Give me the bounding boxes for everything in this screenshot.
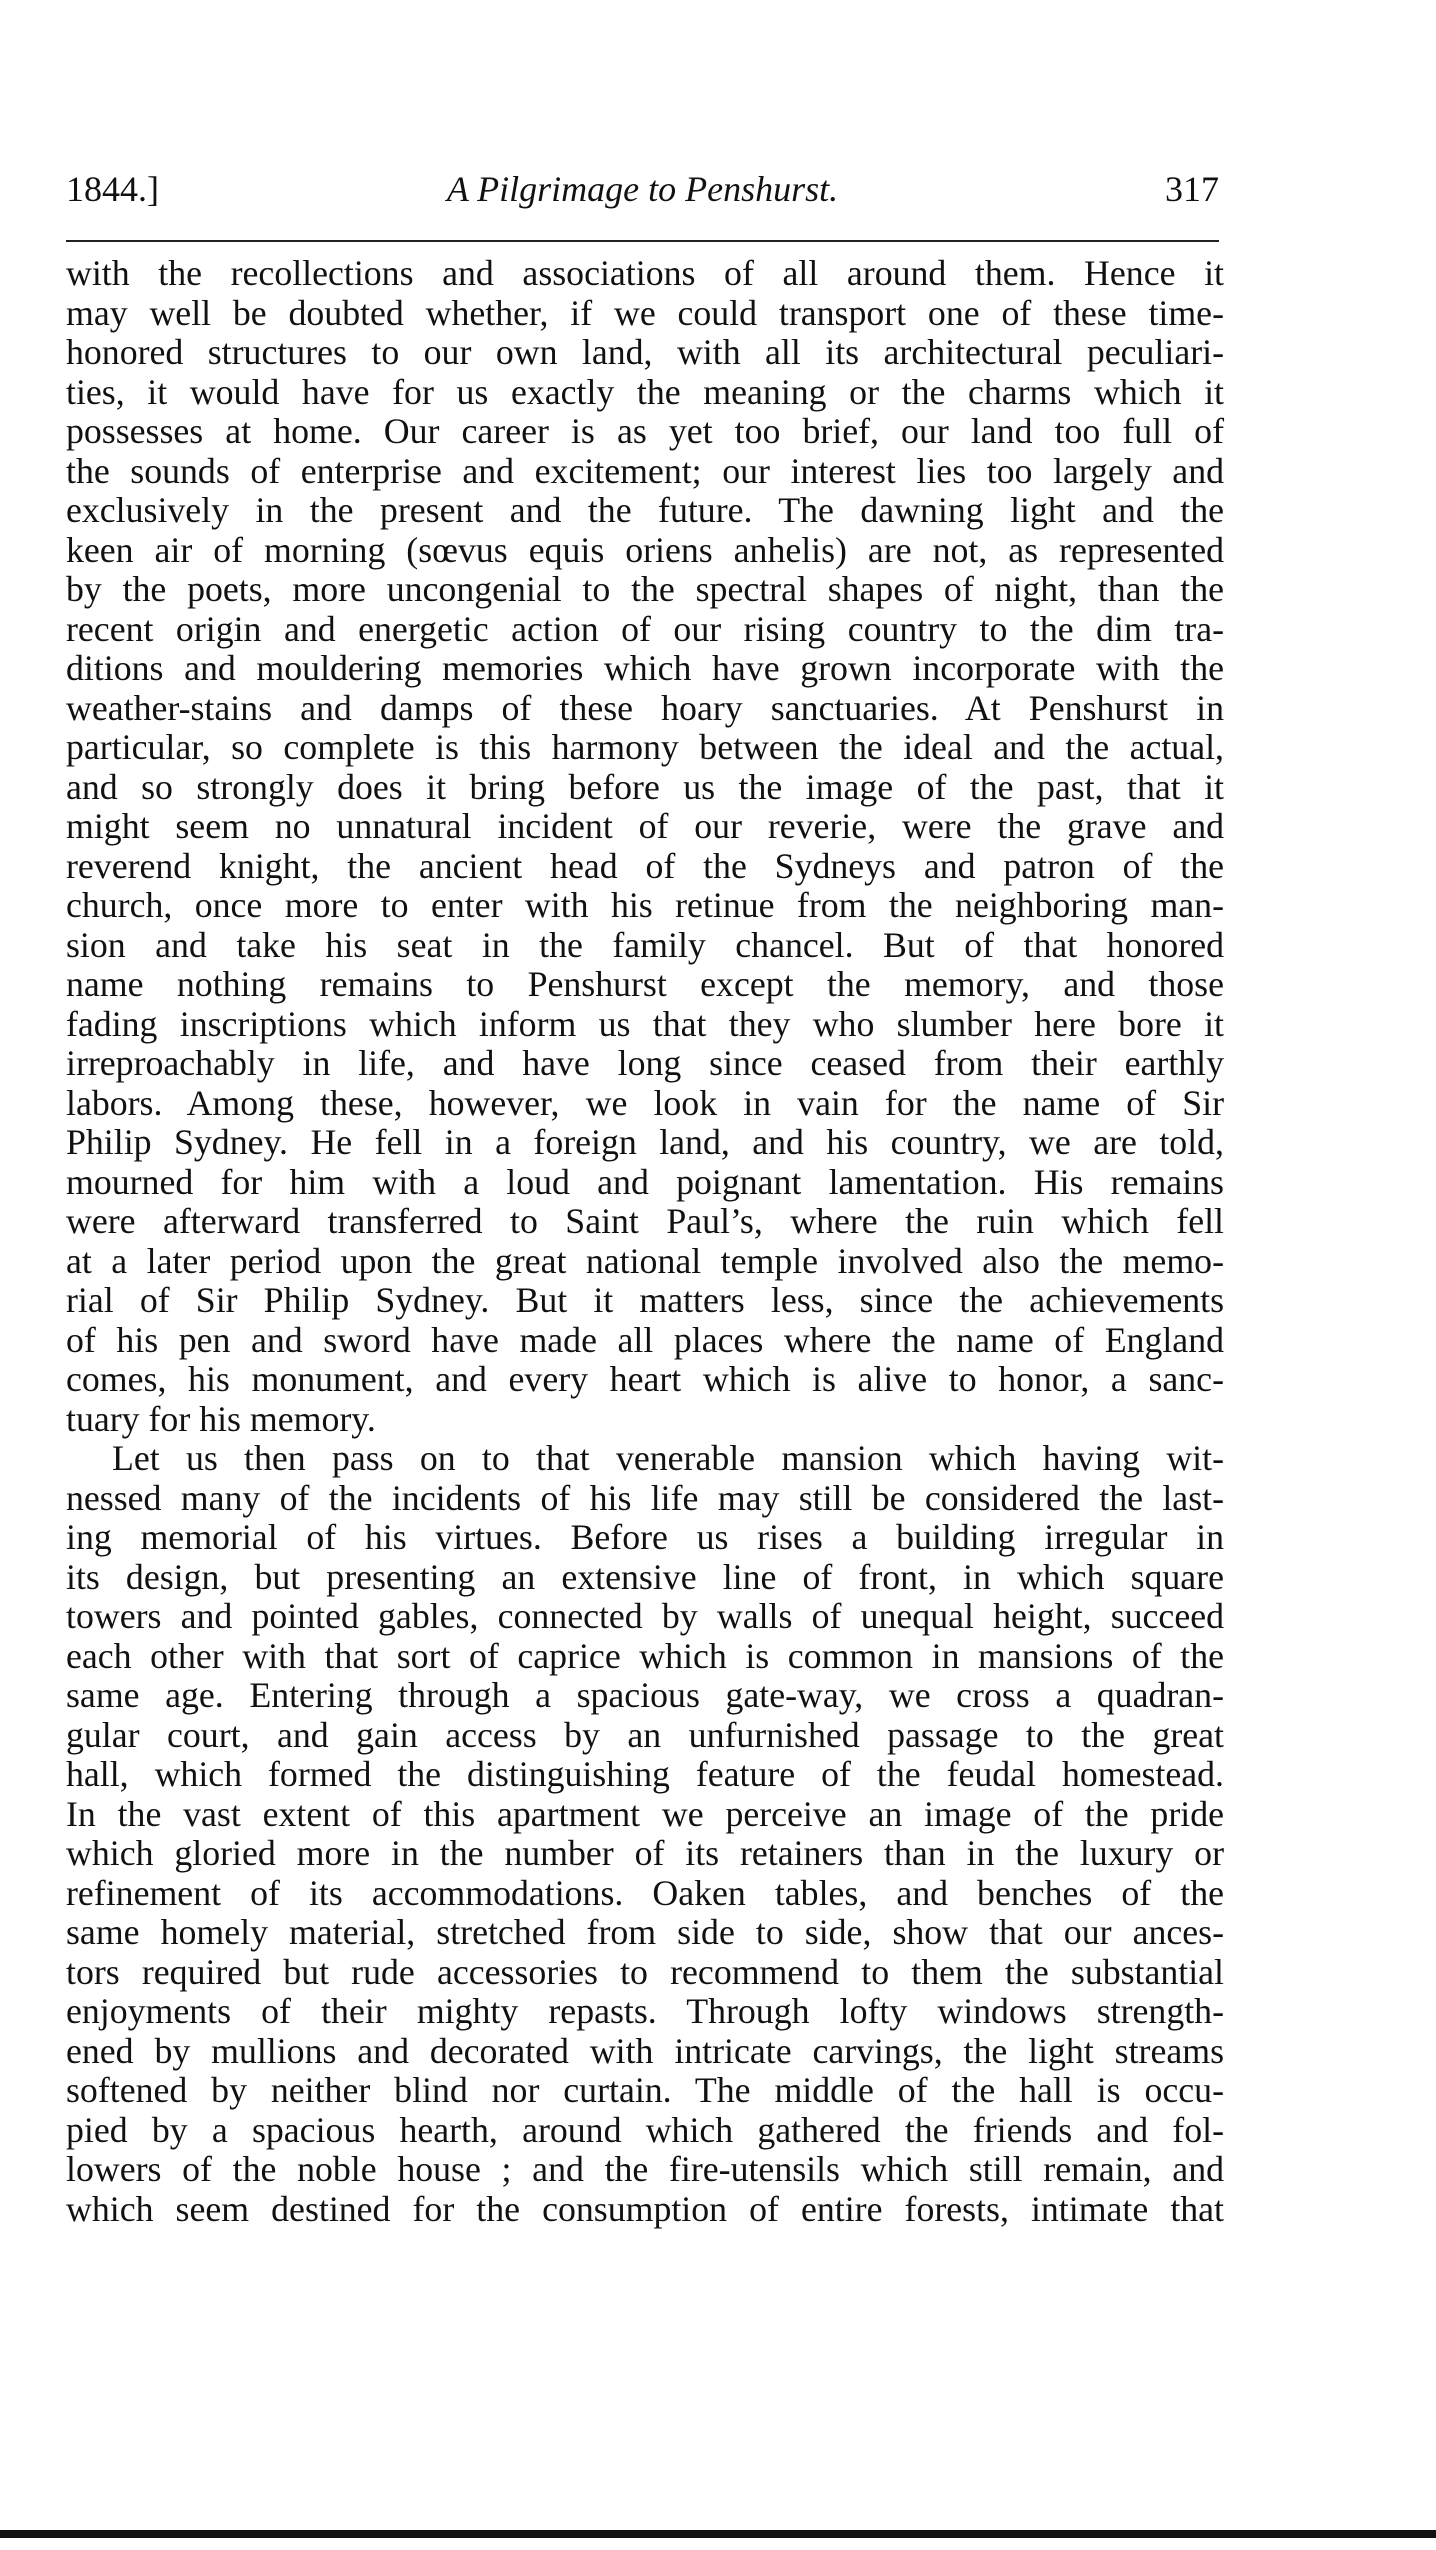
text-line: pied by a spacious hearth, around which gathered the friends and fol-: [66, 2109, 1224, 2150]
text-line: fading inscriptions which inform us that they who slumber here bore it: [66, 1003, 1224, 1044]
text-line: name nothing remains to Penshurst except the memory, and those: [66, 964, 1224, 1004]
text-line: with the recollections and associations of all around them. Hence it: [66, 253, 1224, 293]
text-line: might seem no unnatural incident of our reverie, were the grave and: [66, 806, 1224, 846]
text-line: which seem destined for the consumption of entire forests, intimate that: [66, 2188, 1224, 2229]
page-number: 317: [1165, 169, 1219, 209]
text-line: labors. Among these, however, we look in vain for the name of Sir: [66, 1082, 1224, 1123]
text-line: ing memorial of his virtues. Before us rises a building irregular in: [66, 1517, 1224, 1557]
text-line: irreproachably in life, and have long since ceased from their earthly: [66, 1043, 1224, 1083]
text-line: honored structures to our own land, with all its architectural peculiari-: [66, 332, 1224, 372]
header-rule: [66, 240, 1219, 242]
text-line: the sounds of enterprise and excitement; our interest lies too largely and: [66, 450, 1224, 491]
text-line: church, once more to enter with his retinue from the neighboring man-: [66, 885, 1224, 925]
text-line: were afterward transferred to Saint Paul’s, where the ruin which fell: [66, 1201, 1224, 1241]
text-line: tors required but rude accessories to recommend to them the substantial: [66, 1951, 1224, 1992]
text-line: possesses at home. Our career is as yet too brief, our land too full of: [66, 411, 1224, 451]
text-line: refinement of its accommodations. Oaken tables, and benches of the: [66, 1872, 1224, 1913]
text-line: particular, so complete is this harmony between the ideal and the actual,: [66, 727, 1224, 767]
bottom-rule: [0, 2530, 1436, 2538]
text-line: enjoyments of their mighty repasts. Through lofty windows strength-: [66, 1991, 1224, 2031]
text-line: keen air of morning (sœvus equis oriens anhelis) are not, as represented: [66, 529, 1224, 570]
text-line: weather-stains and damps of these hoary sanctuaries. At Penshurst in: [66, 687, 1224, 728]
text-line: same age. Entering through a spacious gate-way, we cross a quadran-: [66, 1675, 1224, 1715]
text-line: ened by mullions and decorated with intricate carvings, the light streams: [66, 2030, 1224, 2071]
header-year: 1844.]: [66, 169, 159, 209]
text-line: rial of Sir Philip Sydney. But it matters less, since the achievements: [66, 1280, 1224, 1320]
text-line: Philip Sydney. He fell in a foreign land, and his country, we are told,: [66, 1122, 1224, 1162]
text-line: ties, it would have for us exactly the meaning or the charms which it: [66, 371, 1224, 412]
text-line: tuary for his memory.: [66, 1398, 376, 1439]
text-line: ditions and mouldering memories which have grown incorporate with the: [66, 648, 1224, 688]
text-line: Let us then pass on to that venerable mansion which having wit-: [112, 1438, 1224, 1478]
text-line: hall, which formed the distinguishing feature of the feudal homestead.: [66, 1754, 1224, 1794]
text-line: of his pen and sword have made all places where the name of England: [66, 1319, 1224, 1360]
text-line: at a later period upon the great national temple involved also the memo-: [66, 1240, 1224, 1281]
text-line: softened by neither blind nor curtain. The middle of the hall is occu-: [66, 2070, 1224, 2110]
text-line: and so strongly does it bring before us the image of the past, that it: [66, 766, 1224, 807]
text-line: exclusively in the present and the future. The dawning light and the: [66, 490, 1224, 530]
text-line: sion and take his seat in the family chancel. But of that honored: [66, 924, 1224, 965]
text-line: reverend knight, the ancient head of the Sydneys and patron of the: [66, 845, 1224, 886]
text-line: by the poets, more uncongenial to the spectral shapes of night, than the: [66, 569, 1224, 609]
body-text: [66, 254, 1224, 2229]
text-line: lowers of the noble house ; and the fire-utensils which still remain, and: [66, 2149, 1224, 2189]
text-line: its design, but presenting an extensive line of front, in which square: [66, 1556, 1224, 1597]
paragraph-2: [66, 1439, 1224, 2229]
text-line: each other with that sort of caprice which is common in mansions of the: [66, 1635, 1224, 1676]
text-line: towers and pointed gables, connected by walls of unequal height, succeed: [66, 1596, 1224, 1636]
text-line: nessed many of the incidents of his life may still be considered the last-: [66, 1477, 1224, 1518]
text-line: recent origin and energetic action of our rising country to the dim tra-: [66, 608, 1224, 649]
text-line: gular court, and gain access by an unfurnished passage to the great: [66, 1714, 1224, 1755]
text-line: mourned for him with a loud and poignant lamentation. His remains: [66, 1161, 1224, 1202]
paragraph-1: [66, 254, 1224, 1439]
header-title: A Pilgrimage to Penshurst.: [446, 169, 839, 209]
running-header: [66, 168, 1219, 218]
text-line: may well be doubted whether, if we could transport one of these time-: [66, 292, 1224, 333]
text-line: comes, his monument, and every heart which is alive to honor, a sanc-: [66, 1359, 1224, 1399]
text-line: In the vast extent of this apartment we perceive an image of the pride: [66, 1793, 1224, 1834]
text-line: which gloried more in the number of its retainers than in the luxury or: [66, 1833, 1224, 1873]
text-line: same homely material, stretched from side to side, show that our ances-: [66, 1912, 1224, 1952]
